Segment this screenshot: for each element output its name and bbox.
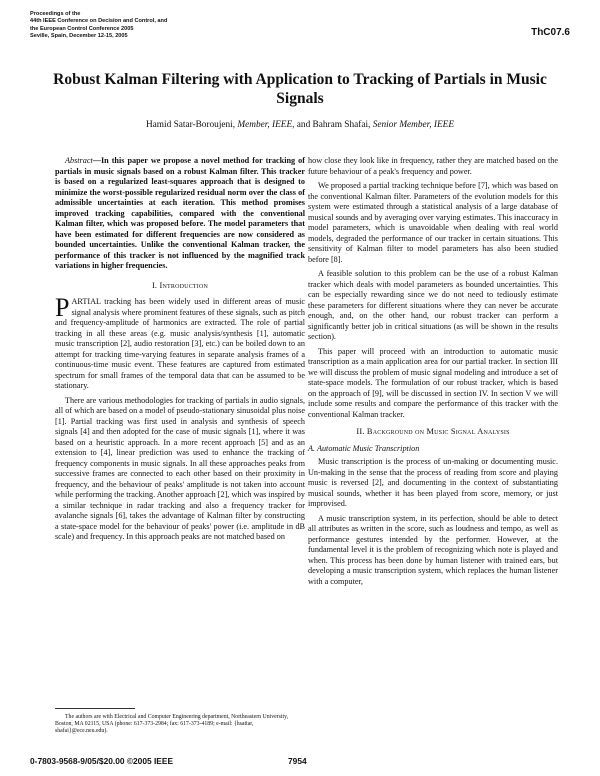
author-role: Senior Member, IEEE: [372, 120, 455, 130]
right-column: [308, 156, 558, 591]
page-number: 7954: [288, 756, 307, 766]
left-column: [55, 156, 305, 547]
subsection-heading: A. Automatic Music Transcription: [308, 443, 420, 453]
isbn-footer: 0-7803-9568-9/05/$20.00 ©2005 IEEE: [30, 756, 174, 766]
author-line: [40, 120, 560, 130]
paragraph: This paper will proceed with an introduction to automatic music transcription as a main application area for our partial tracker. In section III we will discuss the problem of music signal modeling and introduce a set of state-space models. The formulation of our robust tracker, which is based on the approach of [9], will be discussed in section IV. In section V we will include some results and compare the performance of this tracker with the conventional Kalman tracker.: [308, 346, 558, 419]
paragraph: A feasible solution to this problem can be the use of a robust Kalman tracker which deals with model parameters as bounded uncertainties. This can be especially rewarding since we do not need to tediously estimate these parameters for different situations where they can never be accurate enough, and, on the other hand, our robust tracker can perform a significantly better job in critical situations (as will be shown in the results section).: [308, 269, 558, 341]
paper-title: Robust Kalman Filtering with Application to Tracking of Partials in Music Signals: [53, 71, 547, 107]
footnote-rule: [55, 708, 135, 709]
proceedings-line: Seville, Spain, December 12-15, 2005: [30, 33, 128, 40]
proceedings-line: Proceedings of the: [30, 11, 81, 17]
author-separator: , and Bahram Shafai,: [292, 120, 373, 130]
paragraph: A music transcription system, in its perfection, should be able to detect all attributes as written in the score, such as loudness and tempo, as well as performance gestures intended by the performer. However, at the fundamental level it is the problem of recognizing which note is played and when. This process has been done by human listener with trained ears, but developing a music transcription system, which replaces the human listener with a computer,: [308, 513, 558, 586]
paragraph: There are various methodologies for tracking of partials in audio signals, all of which are based on a model of pseudo-stationary sinusoidal plus noise [1]. Partial tracking was first used in analysis and synthesis of speech signals [4] and then adopted for the case of music signals [1], where it was based on a heuristic approach. In a more recent approach [5] and as an extension to [4], linear prediction was used to enhance the tracking of frequency components in music signals. In all these approaches peaks from successive frames are connected to each other based on their proximity in frequency, and the behaviour of peaks' amplitude is not taken into account while performing the tracking. Another approach [2], which was inspired by a similar technique in radar tracking and also a frequency tracker for avalanche signals [6], takes the advantage of Kalman filter by constructing a state-space model for the behaviour of peaks' power (i.e. amplitude in dB scale) and frequency. In this approach peaks are not matched based on: [55, 395, 305, 541]
proceedings-header: [30, 11, 330, 41]
abstract: [55, 156, 305, 272]
paragraph: how close they look like in frequency, rather they are matched based on the future behaviour of a peak's frequency and power.: [308, 156, 558, 176]
paragraph: Music transcription is the process of un-making or documenting music. Un-making in the sense that the process of reading from score and playing music is reversed [2], and documenting in the context of substantiating musical sounds, whether it has been played from score, memory, or just improvised.: [308, 457, 558, 508]
author-name: Hamid Satar-Boroujeni,: [145, 120, 238, 130]
drop-cap: P: [55, 293, 70, 322]
session-code: ThC07.6: [531, 27, 570, 38]
proceedings-line: the European Control Conference 2005: [30, 25, 134, 32]
paragraph: We proposed a partial tracking technique before [7], which was based on the conventional Kalman filter. Parameters of the evolution models for this system were estimated through a statistical analysis of a large database of musical sounds and by averaging over varying estimates. This inaccuracy in model parameters, which is unavoidable when dealing with real world models, degraded the performance of our tracker in certain situations. This sensitivity of Kalman filter to model parameters has also been studied before [8].: [308, 181, 558, 264]
footnote: The authors are with Electrical and Computer Engineering department, Northeastern University, Boston, MA 02115, USA (phone: 617-373-2984; fax: 617-373-4189; e-mail: {hsattar, shafai}@ece.neu.edu).: [55, 714, 289, 735]
section-heading-background: II. Background on Music Signal Analysis: [356, 427, 510, 436]
author-role: Member, IEEE: [237, 120, 293, 130]
paragraph-text: ARTIAL tracking has been widely used in different areas of music signal analysis where prominent features of these signals, such as pitch and frequency-amplitude of harmonics are extracted. The role of partial tracking in all these areas (e.g. music analysis/synthesis [1], automatic music transcription [2], audio restoration [3], etc.) can be boiled down to an attempt for tracking time-varying features in separate analysis frames of a continuous-time music event. These features are captured from estimated spectrum for small frames of the temporal data that can be assumed to be stationary.: [55, 297, 305, 390]
section-heading-introduction: I. Introduction: [151, 280, 209, 290]
paragraph: [55, 293, 305, 392]
abstract-lead: Abstract: [65, 156, 93, 165]
abstract-text: —In this paper we propose a novel method for tracking of partials in music signals based on a robust Kalman filter. This tracker is based on a regularized least-squares approach that is designed to minimize the worst-possible regularized residual norm over the class of admissible uncertainties at each iteration. This method promises improved tracking capabilities, compared with the conventional Kalman filter, which was proposed before. The model parameters that have been estimated for different frequencies are now considered as bounded uncertainties. Unlike the conventional Kalman tracker, the performance of this tracker is not influenced by the magnified track variations in higher frequencies.: [55, 156, 305, 270]
proceedings-line: 44th IEEE Conference on Decision and Control, and: [30, 18, 168, 25]
